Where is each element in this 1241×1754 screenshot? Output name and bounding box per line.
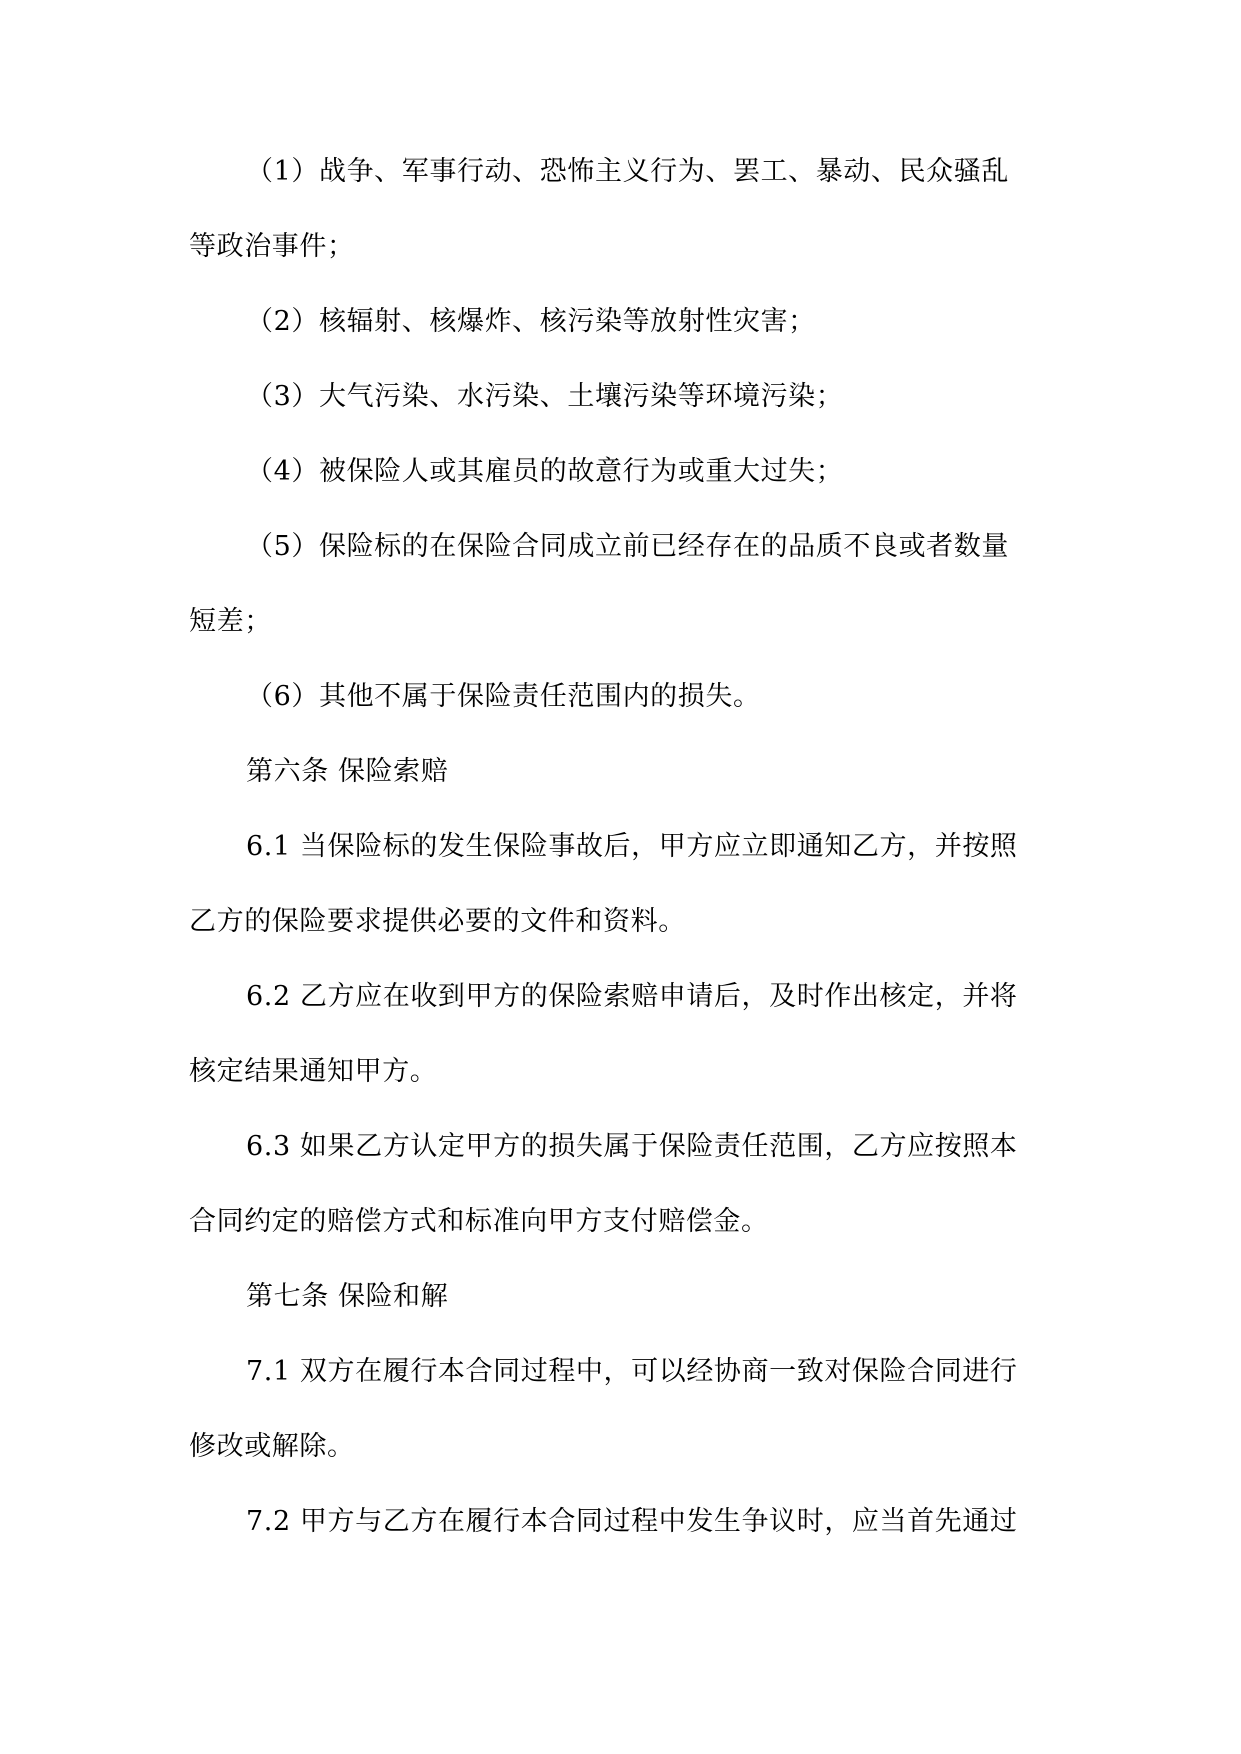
clause-6-1-line-1: 6.1 当保险标的发生保险事故后，甲方应立即通知乙方，并按照 [246, 831, 1018, 862]
exclusion-item-5-line-2: 短差； [189, 606, 272, 637]
clause-6-1-line-2: 乙方的保险要求提供必要的文件和资料。 [189, 906, 686, 937]
exclusion-item-1-line-2: 等政治事件； [189, 231, 355, 262]
article-6-heading: 第六条 保险索赔 [246, 756, 449, 787]
exclusion-item-1-line-1: （1）战争、军事行动、恐怖主义行为、罢工、暴动、民众骚乱 [246, 156, 1009, 187]
clause-6-3-line-1: 6.3 如果乙方认定甲方的损失属于保险责任范围，乙方应按照本 [246, 1131, 1018, 1162]
clause-6-3-line-2: 合同约定的赔偿方式和标准向甲方支付赔偿金。 [189, 1206, 769, 1237]
article-7-heading: 第七条 保险和解 [246, 1281, 449, 1312]
exclusion-item-5-line-1: （5）保险标的在保险合同成立前已经存在的品质不良或者数量 [246, 531, 1009, 562]
exclusion-item-2: （2）核辐射、核爆炸、核污染等放射性灾害； [246, 306, 816, 337]
exclusion-item-4: （4）被保险人或其雇员的故意行为或重大过失； [246, 456, 844, 487]
exclusion-item-3: （3）大气污染、水污染、土壤污染等环境污染； [246, 381, 844, 412]
clause-7-1-line-1: 7.1 双方在履行本合同过程中，可以经协商一致对保险合同进行 [246, 1356, 1018, 1387]
clause-7-1-line-2: 修改或解除。 [189, 1431, 355, 1462]
clause-6-2-line-1: 6.2 乙方应在收到甲方的保险索赔申请后，及时作出核定，并将 [246, 981, 1018, 1012]
clause-6-2-line-2: 核定结果通知甲方。 [189, 1056, 438, 1087]
exclusion-item-6: （6）其他不属于保险责任范围内的损失。 [246, 681, 761, 712]
clause-7-2-line-1: 7.2 甲方与乙方在履行本合同过程中发生争议时，应当首先通过 [246, 1506, 1018, 1537]
